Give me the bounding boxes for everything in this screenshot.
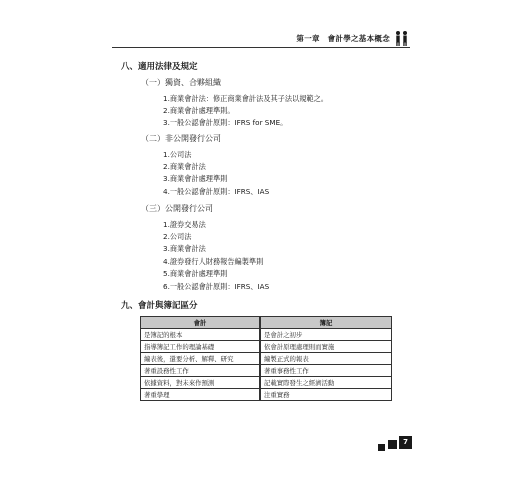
section-heading-9: 九、會計與簿記區分: [121, 301, 198, 311]
subsection-heading: （一）獨資、合夥組織: [141, 78, 221, 87]
table-row: [141, 341, 392, 353]
table-row: [141, 389, 392, 401]
page-number: 7: [399, 436, 412, 449]
page-footer: [378, 436, 418, 452]
table-row: [141, 365, 392, 377]
table-cell: 編製正式的報表: [261, 353, 392, 365]
table-cell: 著重設務性工作: [141, 365, 260, 377]
table-header-row: [141, 317, 392, 329]
people-figures-icon: [394, 30, 410, 46]
list-item: 2.公司法: [163, 232, 192, 241]
list-item: 2.商業會計處理準則。: [163, 106, 235, 115]
table-cell: 指導簿記工作的理論基礎: [141, 341, 260, 353]
table-row: [141, 377, 392, 389]
table-cell: 編表後，還要分析、解釋、研究: [141, 353, 260, 365]
list-item: 3.商業會計處理準則: [163, 174, 228, 183]
table-row: [141, 329, 392, 341]
list-item: 1.公司法: [163, 150, 192, 159]
decorative-square-icon: [378, 444, 385, 451]
list-item: 1.證券交易法: [163, 220, 206, 229]
list-item: 6.一般公認會計原則：IFRS、IAS: [163, 282, 270, 291]
table-cell: 著重事務性工作: [261, 365, 392, 377]
column-header-accounting: 會計: [141, 317, 260, 329]
table-cell: 是會計之初步: [261, 329, 392, 341]
list-item: 4.證券發行人財務報告編製準則: [163, 257, 264, 266]
list-item: 4.一般公認會計原則：IFRS、IAS: [163, 187, 270, 196]
table-cell: 依會計原理處理則而實施: [261, 341, 392, 353]
chapter-title: 第一章 會計學之基本概念: [296, 34, 390, 43]
list-item: 2.商業會計法: [163, 162, 206, 171]
table-row: [141, 353, 392, 365]
table-cell: 記載實際發生之經濟活動: [261, 377, 392, 389]
section-heading-8: 八、適用法律及規定: [121, 62, 198, 72]
subsection-heading: （二）非公開發行公司: [141, 134, 221, 143]
list-item: 5.商業會計處理準則: [163, 269, 228, 278]
list-item: 3.商業會計法: [163, 244, 206, 253]
table-cell: 依據資料，對未來作預測: [141, 377, 260, 389]
subsection-heading: （三）公開發行公司: [141, 204, 213, 213]
table-cell: 著重學理: [141, 389, 260, 401]
accounting-vs-bookkeeping-table: [140, 316, 392, 401]
list-item: 3.一般公認會計原則：IFRS for SME。: [163, 118, 288, 127]
running-header: [112, 31, 410, 48]
table-cell: 注重實務: [261, 389, 392, 401]
decorative-square-icon: [388, 440, 397, 449]
list-item: 1.商業會計法：修正商業會計法及其子法以規範之。: [163, 94, 328, 103]
table-cell: 是簿記的根本: [141, 329, 260, 341]
column-header-bookkeeping: 簿記: [261, 317, 392, 329]
